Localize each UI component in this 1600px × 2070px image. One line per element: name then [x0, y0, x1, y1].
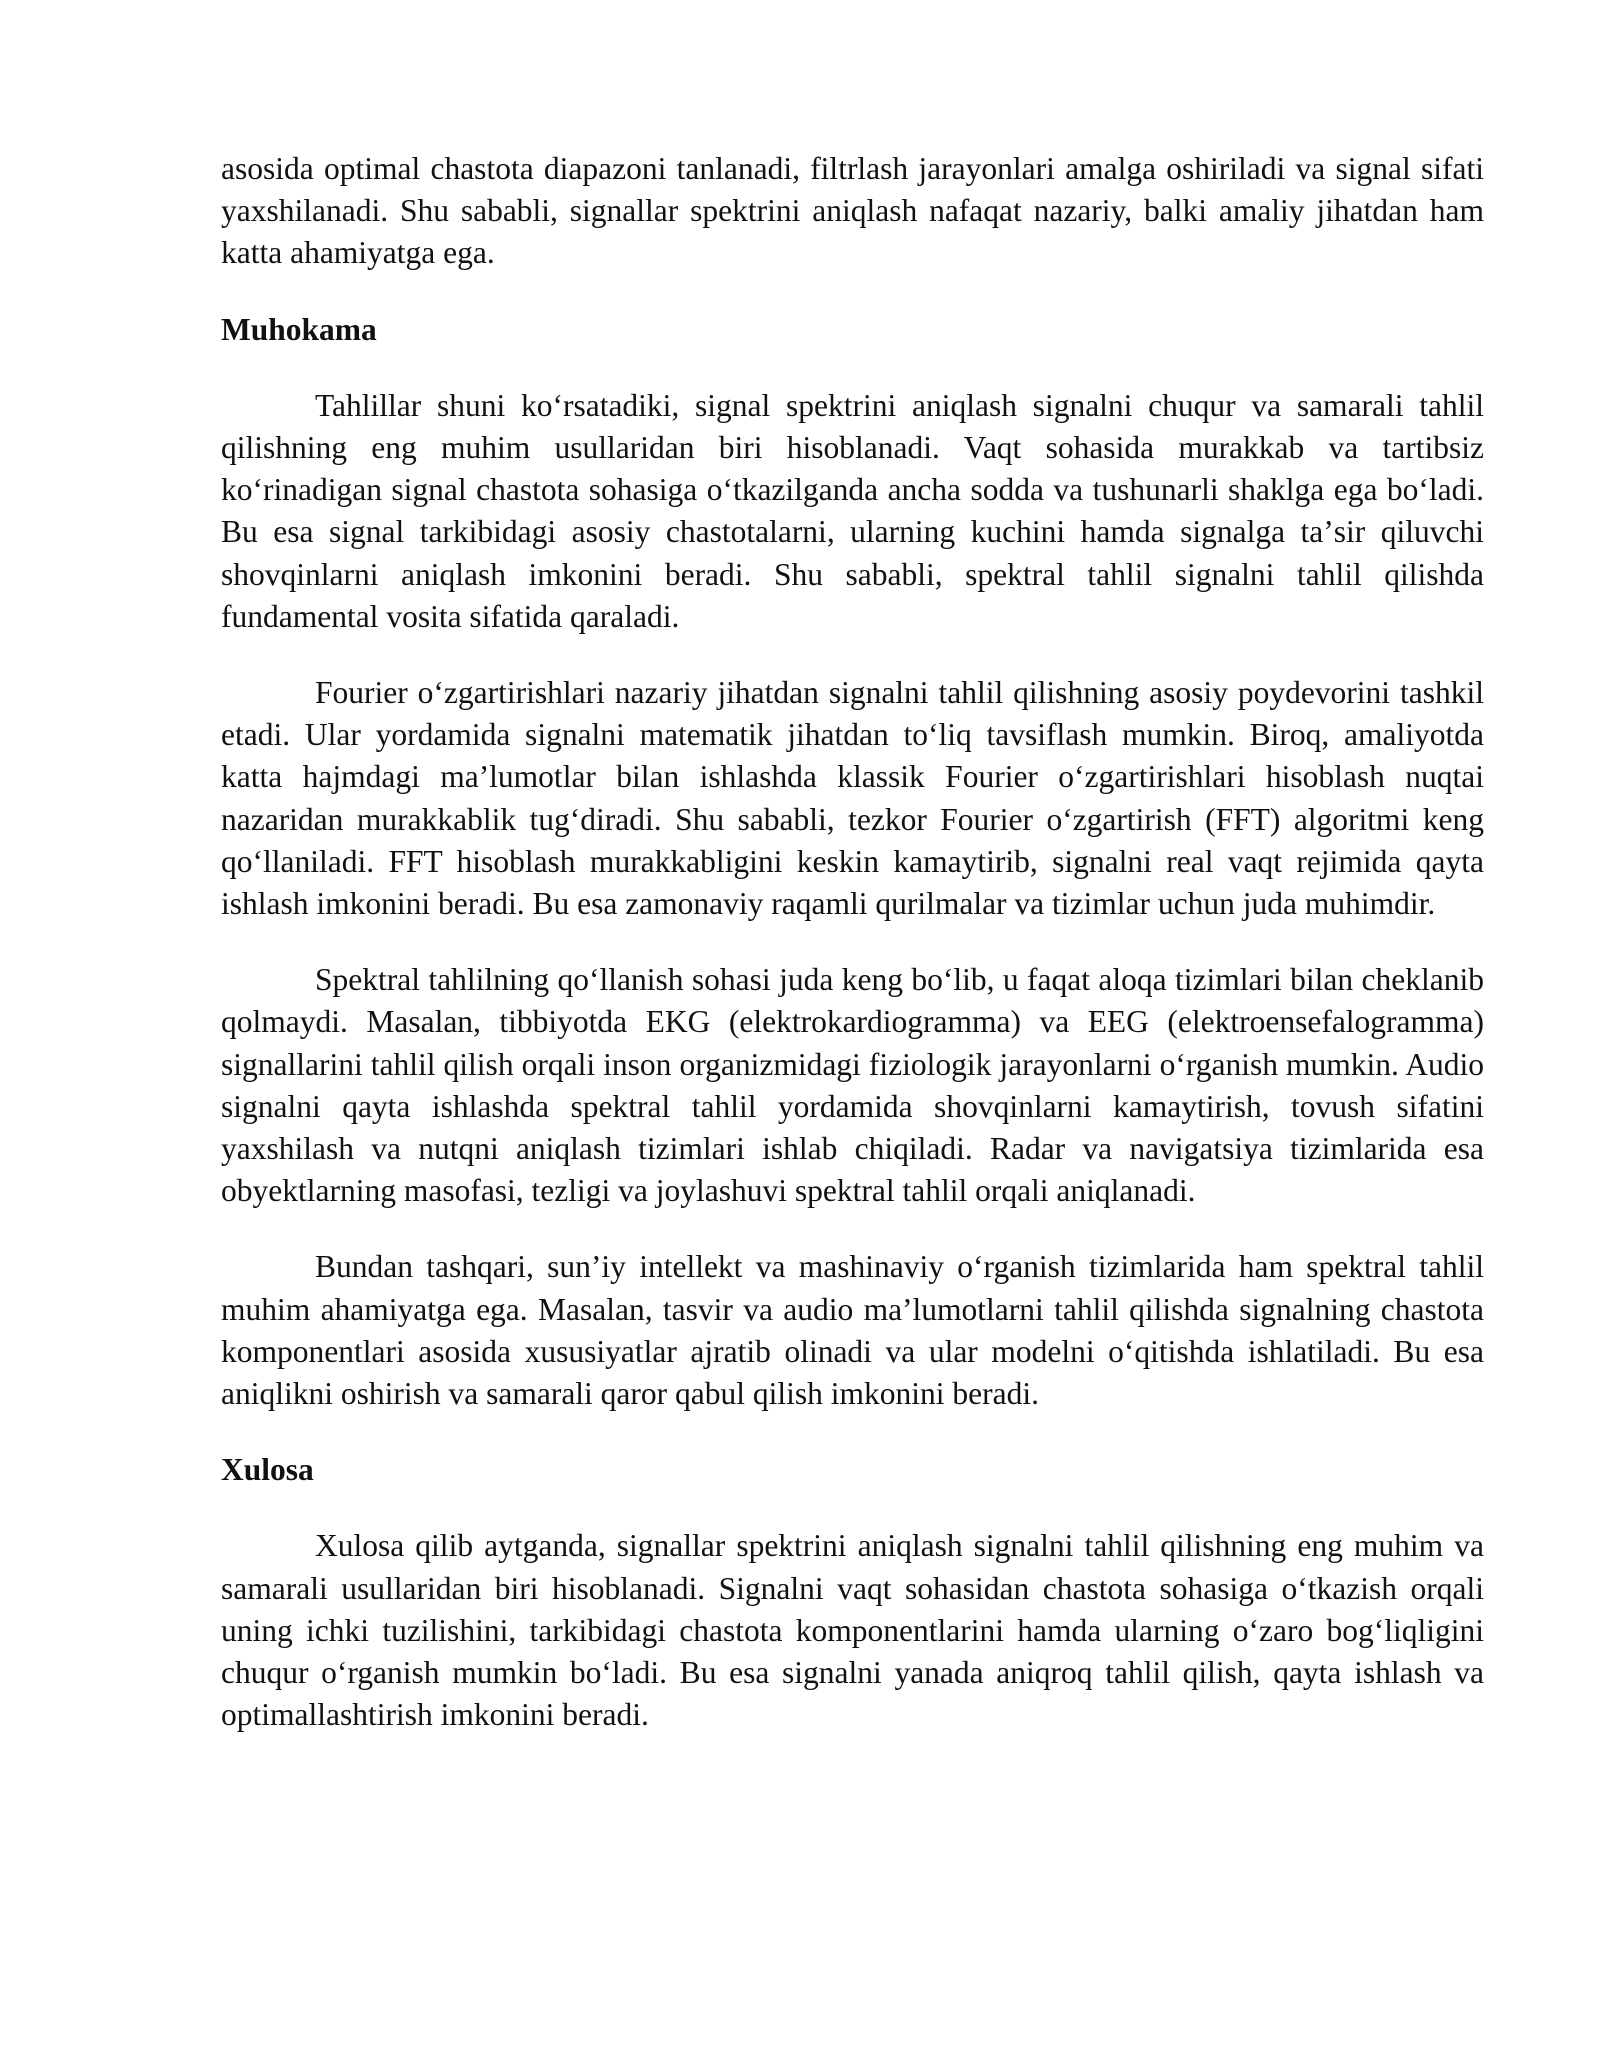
- document-page: [221, 148, 1484, 1771]
- paragraph-intro-continuation: asosida optimal chastota diapazoni tanlanadi, filtrlash jarayonlari amalga oshiriladi va signal sifati yaxshilanadi. Shu sababli, signallar spektrini aniqlash nafaqat nazariy, balki amaliy jihatdan ham katta ahamiyatga ega.: [221, 151, 1484, 271]
- section-heading-muhokama: Muhokama: [221, 311, 377, 347]
- paragraph-discussion-2: Fourier oʻzgartirishlari nazariy jihatdan signalni tahlil qilishning asosiy poydevorini tashkil etadi. Ular yordamida signalni matematik jihatdan toʻliq tavsiflash mumkin. Biroq, amaliyotda katta hajmdagi maʼlumotlar bilan ishlashda klassik Fourier oʻzgartirishlari hisoblash nuqtai nazaridan murakkablik tugʻdiradi. Shu sababli, tezkor Fourier oʻzgartirish (FFT) algoritmi keng qoʻllaniladi. FFT hisoblash murakkabligini keskin kamaytirib, signalni real vaqt rejimida qayta ishlash imkonini beradi. Bu esa zamonaviy raqamli qurilmalar va tizimlar uchun juda muhimdir.: [221, 675, 1484, 922]
- paragraph-discussion-4: Bundan tashqari, sunʼiy intellekt va mashinaviy oʻrganish tizimlarida ham spektral tahlil muhim ahamiyatga ega. Masalan, tasvir va audio maʼlumotlarni tahlil qilishda signalning chastota komponentlari asosida xususiyatlar ajratib olinadi va ular modelni oʻqitishda ishlatiladi. Bu esa aniqlikni oshirish va samarali qaror qabul qilish imkonini beradi.: [221, 1249, 1484, 1412]
- paragraph-discussion-3: Spektral tahlilning qoʻllanish sohasi juda keng boʻlib, u faqat aloqa tizimlari bilan cheklanib qolmaydi. Masalan, tibbiyotda EKG (elektrokardiogramma) va EEG (elektroensefalogramma) signallarini tahlil qilish orqali inson organizmidagi fiziologik jarayonlarni oʻrganish mumkin. Audio signalni qayta ishlashda spektral tahlil yordamida shovqinlarni kamaytirish, tovush sifatini yaxshilash va nutqni aniqlash tizimlari ishlab chiqiladi. Radar va navigatsiya tizimlarida esa obyektlarning masofasi, tezligi va joylashuvi spektral tahlil orqali aniqlanadi.: [221, 962, 1484, 1209]
- paragraph-conclusion: Xulosa qilib aytganda, signallar spektrini aniqlash signalni tahlil qilishning eng muhim va samarali usullaridan biri hisoblanadi. Signalni vaqt sohasidan chastota sohasiga oʻtkazish orqali uning ichki tuzilishini, tarkibidagi chastota komponentlarini hamda ularning oʻzaro bogʻliqligini chuqur oʻrganish mumkin boʻladi. Bu esa signalni yanada aniqroq tahlil qilish, qayta ishlash va optimallashtirish imkonini beradi.: [221, 1528, 1484, 1733]
- section-heading-xulosa: Xulosa: [221, 1452, 314, 1488]
- paragraph-discussion-1: Tahlillar shuni koʻrsatadiki, signal spektrini aniqlash signalni chuqur va samarali tahlil qilishning eng muhim usullaridan biri hisoblanadi. Vaqt sohasida murakkab va tartibsiz koʻrinadigan signal chastota sohasiga oʻtkazilganda ancha sodda va tushunarli shaklga ega boʻladi. Bu esa signal tarkibidagi asosiy chastotalarni, ularning kuchini hamda signalga taʼsir qiluvchi shovqinlarni aniqlash imkonini beradi. Shu sababli, spektral tahlil signalni tahlil qilishda fundamental vosita sifatida qaraladi.: [221, 387, 1484, 634]
